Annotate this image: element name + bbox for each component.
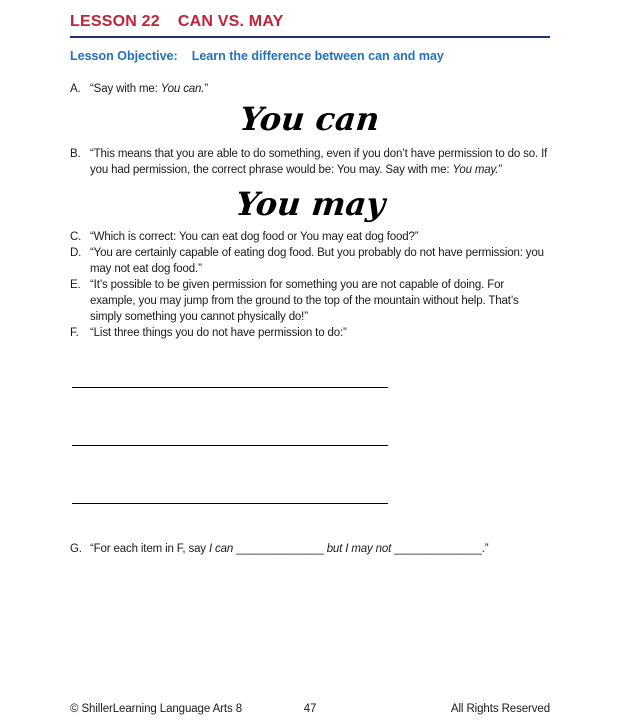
- page-title: [70, 0, 550, 31]
- answer-line-3[interactable]: [72, 503, 388, 504]
- lesson-number: LESSON 22: [70, 13, 160, 30]
- item-letter: E.: [70, 279, 81, 291]
- item-letter: G.: [70, 543, 82, 555]
- header-rule: [70, 36, 550, 38]
- list-item-e: [70, 277, 550, 325]
- lesson-objective: [70, 49, 550, 64]
- item-text: “List three things you do not have permission to do:”: [90, 327, 347, 339]
- script-banner-you-may: [70, 186, 550, 222]
- item-text: “You are certainly capable of eating dog food. But you probably do not have permission: you may not eat dog food.”: [90, 247, 544, 275]
- list-item-d: [70, 245, 550, 277]
- list-item-f: [70, 325, 550, 341]
- footer-copyright: © ShillerLearning Language Arts 8: [70, 703, 243, 715]
- lesson-objective-text: Learn the difference between can and may: [191, 49, 444, 63]
- answer-lines: [70, 387, 550, 504]
- list-item-c: [70, 229, 550, 245]
- list-item-g: [70, 541, 550, 557]
- item-text: “This means that you are able to do something, even if you don’t have permission to do so. If you had permission, the correct phrase would be: You may. Say with me: You may.”: [90, 148, 548, 176]
- answer-line-2[interactable]: [72, 445, 388, 446]
- item-group-c-to-f: [70, 229, 550, 341]
- page-footer: [70, 703, 550, 715]
- item-text: “Say with me: You can.”: [90, 83, 209, 95]
- list-item-a: [70, 81, 550, 97]
- lesson-name: CAN VS. MAY: [177, 13, 284, 30]
- list-item-b: [70, 146, 550, 178]
- script-banner-you-can: [70, 101, 550, 137]
- item-letter: A.: [70, 83, 81, 95]
- item-text: “For each item in F, say I can ______________ but I may not ______________.”: [90, 543, 489, 555]
- footer-rights: All Rights Reserved: [450, 703, 550, 715]
- item-text: “Which is correct: You can eat dog food or You may eat dog food?”: [90, 231, 419, 243]
- lesson-objective-label: Lesson Objective:: [70, 49, 178, 63]
- script-you-can-text: You can: [238, 100, 382, 138]
- item-letter: C.: [70, 231, 82, 243]
- script-you-may-text: You may: [233, 185, 387, 223]
- footer-page-number: 47: [303, 703, 317, 715]
- answer-line-1[interactable]: [72, 387, 388, 388]
- item-letter: B.: [70, 148, 81, 160]
- item-letter: D.: [70, 247, 82, 259]
- item-text: “It’s possible to be given permission for something you are not capable of doing. For example, you may jump from the ground to the top of the mountain without help. That’s simply something you cannot physically do!”: [90, 279, 519, 323]
- item-letter: F.: [70, 327, 79, 339]
